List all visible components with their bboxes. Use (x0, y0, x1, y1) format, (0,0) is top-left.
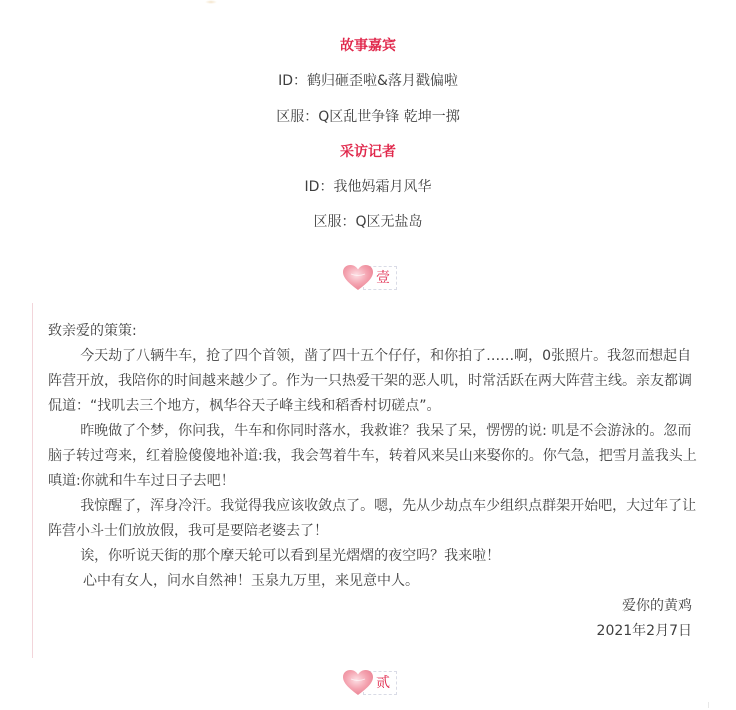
section-badge-2 (343, 670, 397, 696)
heart-icon (343, 670, 373, 696)
top-decoration (205, 0, 217, 4)
reporter-section (0, 142, 736, 232)
guest-id: ID：鹤归砸歪啦&落月戳偏啦 (278, 73, 458, 89)
letter-signature: 爱你的黄鸡 (622, 598, 692, 614)
letter-paragraph: 昨晚做了个梦，你问我，牛车和你同时落水，我救谁？我呆了呆，愣愣的说: 叽是不会游泳的。忽而脑子转过弯来，红着脸傻傻地补道:我，我会驾着牛车，转着风来吴山来娶你的。你气急，把雪月盖我头上嗔道:你就和牛车过日子去吧！ (48, 423, 697, 489)
letter-date: 2021年2月7日 (596, 623, 692, 639)
letter-paragraph: 心中有女人，问水自然神！玉泉九万里，来见意中人。 (83, 573, 419, 589)
bottom-decoration (708, 702, 709, 708)
letter-paragraph: 今天劫了八辆牛车，抢了四个首领，凿了四十五个仔仔，和你拍了……啊，0张照片。我忽而想起自阵营开放，我陪你的时间越来越少了。作为一只热爱干架的恶人叽，时常活跃在两大阵营主线。亲友都调侃道：“找叽去三个地方，枫华谷天子峰主线和稻香村切磋点”。 (48, 348, 692, 414)
reporter-heading: 采访记者 (340, 144, 396, 160)
reporter-server: 区服：Q区无盐岛 (313, 214, 423, 230)
letter-paragraph: 诶，你听说天街的那个摩天轮可以看到星光熠熠的夜空吗？我来啦！ (80, 548, 501, 564)
letter-paragraph: 我惊醒了，浑身冷汗。我觉得我应该收敛点了。嗯，先从少劫点车少组织点群架开始吧，大过年了让阵营小斗士们放放假，我可是要陪老婆去了！ (48, 498, 697, 539)
section-badge-label: 壹 (363, 266, 397, 290)
reporter-id: ID：我他妈霜月风华 (304, 179, 432, 195)
guest-section (0, 36, 736, 127)
heart-icon (343, 265, 373, 291)
guest-server: 区服：Q区乱世争锋 乾坤一掷 (276, 109, 460, 125)
guest-heading: 故事嘉宾 (340, 38, 396, 54)
letter-salutation: 致亲爱的策策: (48, 323, 137, 339)
section-badge-label: 贰 (363, 671, 397, 695)
section-badge-1 (343, 265, 397, 291)
letter-body (32, 303, 702, 658)
